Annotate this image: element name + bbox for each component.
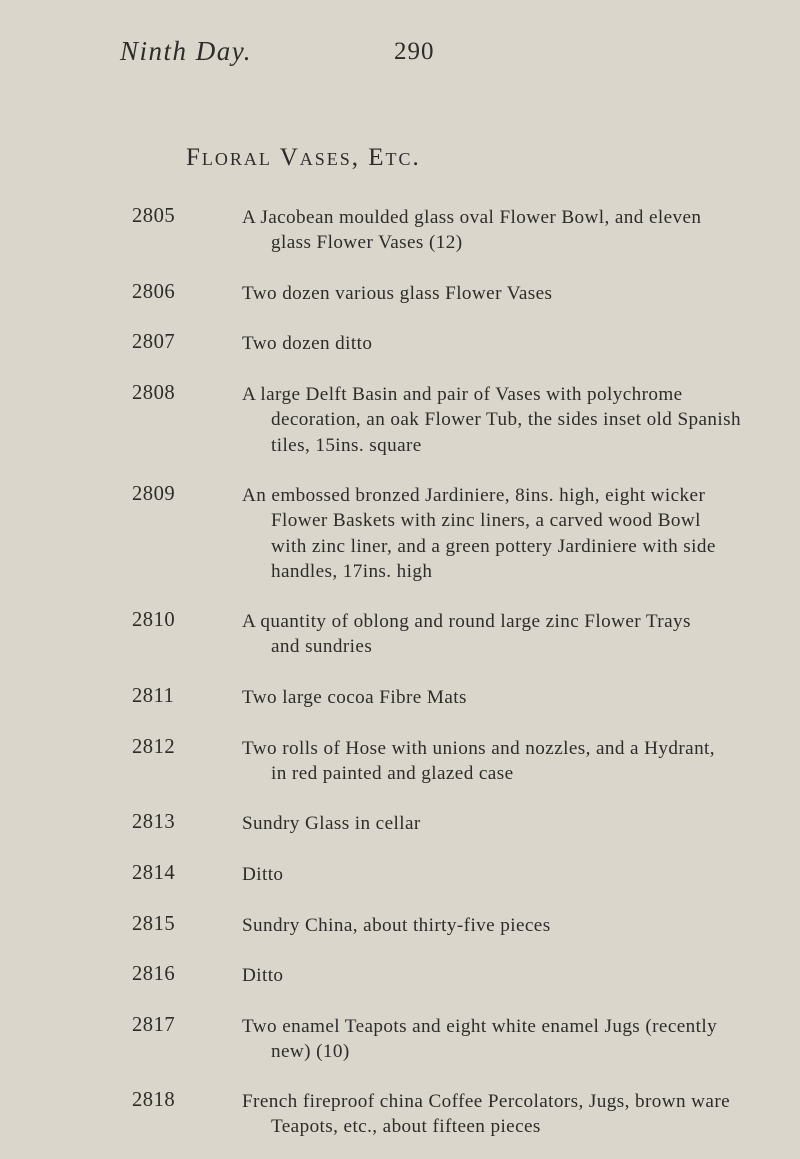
- lot-description: [242, 736, 762, 787]
- lot-description-line: Two large cocoa Fibre Mats: [242, 687, 467, 708]
- lot-description-line: new) (10): [271, 1041, 350, 1063]
- lot-number: 2814: [132, 862, 176, 884]
- lot-description-line: Two dozen various glass Flower Vases: [242, 283, 553, 304]
- lot-number: 2805: [132, 205, 176, 227]
- lot-number: 2810: [132, 609, 176, 631]
- lot-description-line: decoration, an oak Flower Tub, the sides inset old Spanish: [271, 409, 741, 431]
- lot-description-line: Two enamel Teapots and eight white enamel Jugs (recently: [242, 1016, 718, 1037]
- lot-number: 2809: [132, 483, 176, 505]
- lot-number: 2811: [132, 685, 175, 707]
- lot-description: [242, 862, 762, 887]
- lot-description: [242, 1089, 762, 1140]
- lot-description-line: Sundry Glass in cellar: [242, 813, 421, 834]
- lot-number: 2807: [132, 331, 176, 353]
- lot-number: 2816: [132, 963, 176, 985]
- lot-number: 2815: [132, 913, 176, 935]
- lot-description-line: An embossed bronzed Jardiniere, 8ins. high, eight wicker: [242, 485, 706, 506]
- lot-description: [242, 281, 762, 306]
- lot-description-line: A quantity of oblong and round large zinc Flower Trays: [242, 611, 691, 632]
- lot-description: [242, 963, 762, 988]
- lot-number: 2813: [132, 811, 176, 833]
- lot-description: [242, 205, 762, 256]
- lot-number: 2806: [132, 281, 176, 303]
- page-number: 290: [394, 38, 435, 65]
- lot-description: [242, 483, 762, 584]
- lot-description-line: with zinc liner, and a green pottery Jardiniere with side: [271, 535, 716, 557]
- lot-description-line: Teapots, etc., about fifteen pieces: [271, 1116, 541, 1138]
- lot-description: [242, 913, 762, 938]
- lot-description: [242, 811, 762, 836]
- lot-description-line: A Jacobean moulded glass oval Flower Bowl, and eleven: [242, 207, 702, 228]
- lot-description: [242, 1014, 762, 1065]
- lot-number: 2817: [132, 1014, 176, 1036]
- running-head: [120, 36, 680, 76]
- lot-description-line: French fireproof china Coffee Percolators, Jugs, brown ware: [242, 1091, 731, 1112]
- lot-number: 2808: [132, 382, 176, 404]
- section-title: Floral Vases, Etc.: [186, 144, 421, 171]
- lot-number: 2818: [132, 1089, 176, 1111]
- lot-description-line: glass Flower Vases (12): [271, 232, 463, 254]
- lot-description-line: Flower Baskets with zinc liners, a carved wood Bowl: [271, 510, 701, 532]
- lot-description-line: and sundries: [271, 636, 373, 658]
- lot-description-line: in red painted and glazed case: [271, 763, 514, 785]
- day-label: Ninth Day.: [120, 36, 253, 66]
- lot-description: [242, 685, 762, 710]
- lot-number: 2812: [132, 736, 176, 758]
- lot-description: [242, 609, 762, 660]
- lot-description-line: Two rolls of Hose with unions and nozzles, and a Hydrant,: [242, 738, 715, 759]
- lot-description-line: A large Delft Basin and pair of Vases with polychrome: [242, 384, 683, 405]
- lot-description: [242, 331, 762, 356]
- lot-description-line: Ditto: [242, 965, 284, 986]
- lot-description-line: handles, 17ins. high: [271, 560, 433, 582]
- lot-description-line: Two dozen ditto: [242, 333, 373, 354]
- lot-description: [242, 382, 762, 458]
- lot-description-line: tiles, 15ins. square: [271, 434, 422, 456]
- lot-description-line: Sundry China, about thirty-five pieces: [242, 915, 551, 936]
- lot-description-line: Ditto: [242, 864, 284, 885]
